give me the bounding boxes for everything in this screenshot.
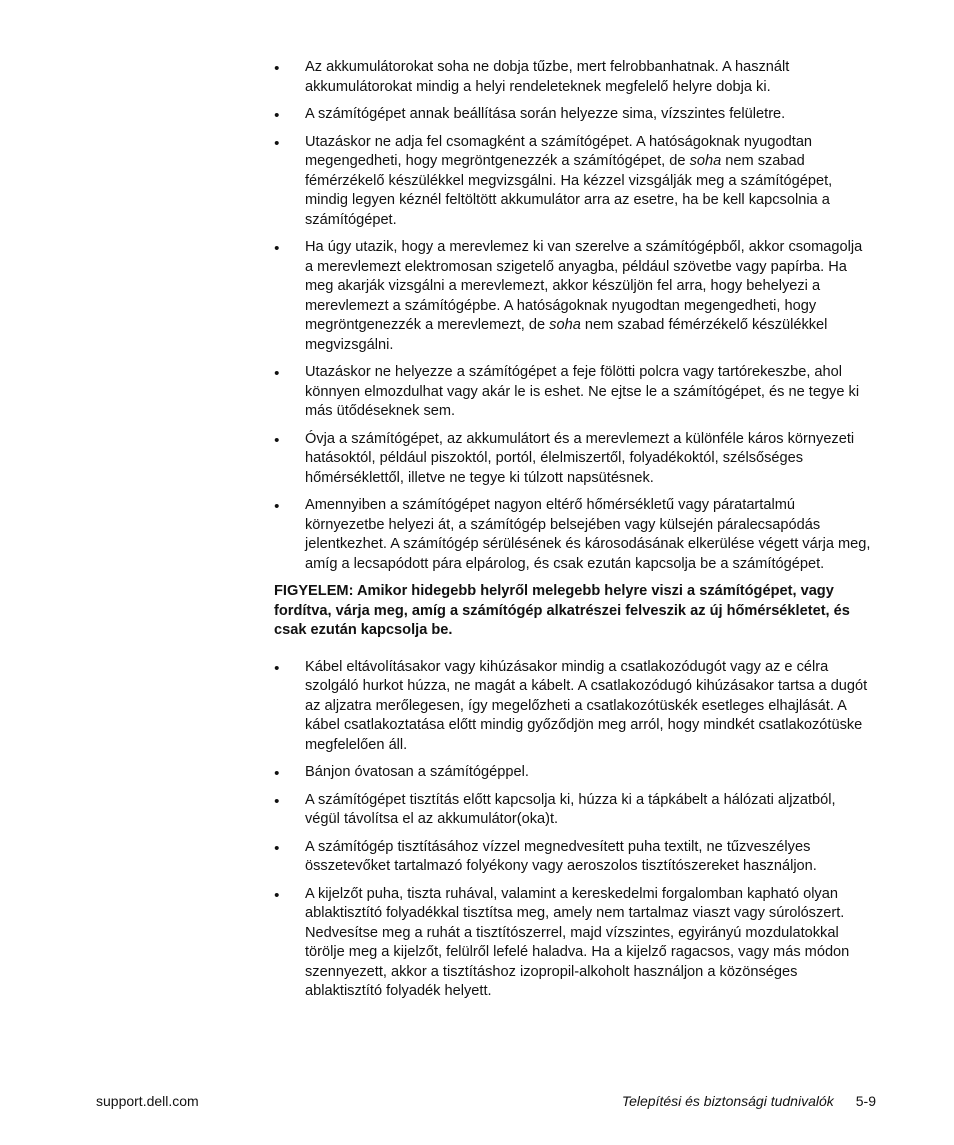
footer-url: support.dell.com: [96, 1093, 199, 1109]
bullet-icon: •: [274, 431, 280, 449]
page-number: 5-9: [855, 1093, 876, 1109]
bullet-icon: •: [274, 365, 280, 382]
page-content: [274, 58, 874, 1010]
bullet-icon: •: [274, 886, 280, 904]
list-item: [274, 430, 874, 489]
list-item: [274, 105, 874, 125]
list-item: [274, 885, 874, 1002]
list-item-text: A számítógép tisztításához vízzel megnedvesített puha textilt, ne tűzveszélyes összetevőket tartalmazó folyékony vagy aeroszolos tisztítószereket használjon.: [305, 838, 817, 874]
list-item-text: A számítógépet annak beállítása során helyezze sima, vízszintes felületre.: [305, 106, 786, 122]
bullet-icon: •: [274, 107, 280, 124]
emphasis-text: soha: [689, 153, 722, 169]
emphasis-text: soha: [549, 317, 581, 333]
list-item: [274, 363, 874, 422]
list-item-text: Óvja a számítógépet, az akkumulátort és a merevlemezt a különféle káros környezeti hatásoktól, például piszoktól, portól, élelmiszertől, folyadékoktól, szélsőséges hőmérséklettől, illetve ne tegye ki túlzott napsütésnek.: [305, 430, 855, 486]
list-item: [274, 658, 874, 756]
bullet-icon: •: [274, 240, 280, 257]
list-item-text: Amennyiben a számítógépet nagyon eltérő hőmérsékletű vagy páratartalmú környezetbe helyezi át, a számítógép belsejében vagy külsején páralecsapódás jelentkezhet. A számítógép sérülésének és károsodásának elkerülése végett várja meg, amíg a lecsapódott pára elpárolog, és csak ezután kapcsolja be a számítógépet.: [305, 497, 871, 572]
bullet-icon: •: [274, 765, 280, 782]
footer-section-title: Telepítési és biztonsági tudnivalók: [621, 1093, 834, 1109]
warning-notice: FIGYELEM: Amikor hidegebb helyről melegebb helyre viszi a számítógépet, vagy fordítva, várja meg, amíg a számítógép alkatrészei felveszik az új hőmérsékletet, és csak ezután kapcsolja be.: [274, 583, 850, 638]
bullet-icon: •: [274, 659, 280, 677]
list-item-text: Bánjon óvatosan a számítógéppel.: [305, 764, 529, 780]
list-item-text: Kábel eltávolításakor vagy kihúzásakor mindig a csatlakozódugót vagy az e célra szolgáló hurkot húzza, ne magát a kábelt. A csatlakozódugó kihúzásakor tartsa a dugót az aljzatra merőlegesen, így megelőzheti a csatlakozótüskék esetleges elhajlását. A kábel csatlakoztatása előtt mindig győződjön meg arról, hogy mindkét csatlakozótüske megfelelően áll.: [305, 658, 868, 753]
list-item: [274, 133, 874, 231]
list-item-text: Utazáskor ne helyezze a számítógépet a feje fölötti polcra vagy tartórekeszbe, ahol könnyen elmozdulhat vagy akár le is eshet. Ne ejtse le a számítógépet, és ne tegye ki más ütődéseknek sem.: [305, 364, 860, 419]
list-item: [274, 791, 874, 830]
list-item: [274, 763, 874, 783]
list-item: [274, 496, 874, 574]
list-item-text: A számítógépet tisztítás előtt kapcsolja ki, húzza ki a tápkábelt a hálózati aljzatból, végül távolítsa el az akkumulátor(oka)t.: [305, 791, 836, 827]
list-item-text: [305, 134, 832, 228]
bullet-icon: •: [274, 60, 280, 77]
text-segment: nem szabad fémérzékelő készülékkel megvizsgálni.: [305, 317, 828, 353]
bullet-icon: •: [274, 498, 280, 515]
text-segment: nem szabad fémérzékelő készülékkel megvizsgálni. Ha kézzel vizsgálják meg a számítógépet, mindig legyen kéznél feltöltött akkumulátor arra az esetre, ha be kell kapcsolnia a számítógépet.: [305, 153, 833, 228]
bullet-list-bottom: [274, 658, 874, 1002]
footer-section: [622, 1092, 876, 1110]
list-item-text: A kijelzőt puha, tiszta ruhával, valamint a kereskedelmi forgalomban kapható olyan ablaktisztító folyadékkal tisztítsa meg, amely nem tartalmaz viaszt vagy súrolószert. Nedvesítse meg a ruhát a tisztítószerrel, majd vízszintes, egyirányú mozdulatokkal törölje meg a kijelzőt, felülről lefelé haladva. Ha a kijelző ragacsos, vagy más módon szennyezett, akkor a tisztításhoz izopropil-alkoholt használjon a közönséges ablaktisztító folyadék helyett.: [305, 885, 850, 999]
bullet-icon: •: [274, 792, 280, 810]
bullet-icon: •: [274, 839, 280, 857]
list-item: [274, 838, 874, 877]
bullet-icon: •: [274, 134, 280, 152]
list-item: [274, 238, 874, 355]
list-item-text: [305, 239, 862, 353]
text-segment: Ha úgy utazik, hogy a merevlemez ki van szerelve a számítógépből, akkor csomagolja a merevlemezt elektromosan szigetelő anyagba, például szövetbe vagy papírba. Ha meg akarják vizsgálni a merevlemezt, akkor készüljön fel arra, hogy behelyezi a merevlemezt a számítógépbe. A hatóságoknak nyugodtan megengedheti, hogy megröntgenezzék a merevlemezt, de: [305, 239, 863, 333]
text-segment: Utazáskor ne adja fel csomagként a számítógépet. A hatóságoknak nyugodtan megengedheti, hogy megröntgenezzék a számítógépet, de: [305, 133, 813, 169]
list-item-text: Az akkumulátorokat soha ne dobja tűzbe, mert felrobbanhatnak. A használt akkumulátorokat mindig a helyi rendeleteknek megfelelő helyre dobja ki.: [305, 59, 790, 95]
list-item: [274, 58, 874, 97]
bullet-list-top: [274, 58, 874, 574]
